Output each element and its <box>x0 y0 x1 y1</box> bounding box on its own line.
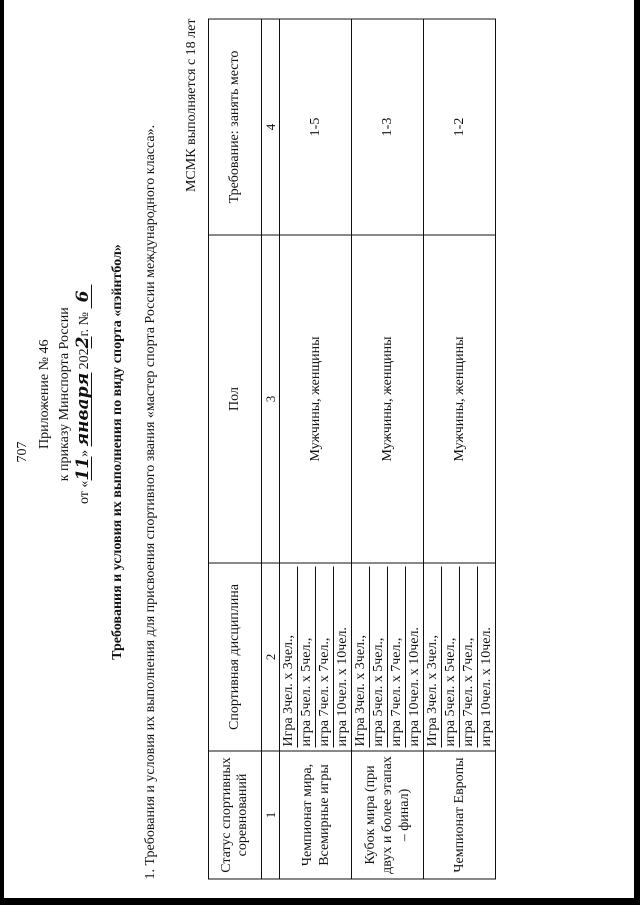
table-header-row <box>209 19 262 879</box>
appendix-date-line <box>75 285 95 505</box>
intro-paragraph: 1. Требования и условия их выполнения для присвоения спортивного звания «мастер спорта России международного класса». <box>143 124 158 880</box>
row-place: 1-3 <box>352 19 424 235</box>
discipline-item: игра 5чел. х 5чел., <box>442 567 460 748</box>
requirements-table <box>208 19 496 880</box>
row-gender: Мужчины, женщины <box>424 235 496 563</box>
discipline-item: игра 7чел. х 7чел., <box>460 567 478 748</box>
rotated-page <box>5 5 635 900</box>
appendix-order-ref: к приказу Минспорта России <box>57 307 72 482</box>
appendix-header <box>35 285 95 505</box>
date-month: января <box>73 372 93 447</box>
row-gender: Мужчины, женщины <box>280 235 352 563</box>
header-discipline: Спортивная дисциплина <box>209 563 262 751</box>
discipline-item: Игра 3чел. х 3чел., <box>424 567 442 748</box>
header-status: Статус спортивных соревнований <box>209 751 262 879</box>
col-number-3: 3 <box>262 235 280 563</box>
header-place: Требование: занять место <box>209 19 262 235</box>
discipline-item: игра 10чел. х 10чел. <box>479 627 494 747</box>
discipline-item: игра 7чел. х 7чел., <box>388 567 406 748</box>
date-day: 11 <box>73 456 93 481</box>
row-status: Кубок мира (при двух и более этапах – финал) <box>352 751 424 879</box>
col-number-4: 4 <box>262 19 280 235</box>
row-disciplines <box>352 563 424 751</box>
table-row <box>352 19 424 879</box>
date-year-prefix: 202 <box>77 348 92 370</box>
row-disciplines <box>424 563 496 751</box>
page-number: 707 <box>15 441 30 463</box>
order-number: 6 <box>75 285 92 309</box>
row-gender: Мужчины, женщины <box>352 235 424 563</box>
col-number-2: 2 <box>262 563 280 751</box>
date-prefix: от « <box>77 480 92 505</box>
order-no-label: г. № <box>77 312 92 337</box>
date-year-suffix: 2 <box>73 336 93 349</box>
appendix-title: Приложение № 46 <box>37 339 52 450</box>
discipline-item: Игра 3чел. х 3чел., <box>352 567 370 748</box>
discipline-item: игра 10чел. х 10чел. <box>407 627 422 747</box>
age-note: МСМК выполняется с 18 лет <box>184 18 199 193</box>
row-place: 1-5 <box>280 19 352 235</box>
discipline-item: игра 5чел. х 5чел., <box>370 567 388 748</box>
row-status: Чемпионат Европы <box>424 751 496 879</box>
document-title: Требования и условия их выполнения по виду спорта «пэйнтбол» <box>110 244 125 660</box>
discipline-item: Игра 3чел. х 3чел., <box>280 567 298 748</box>
scan-edge-left <box>0 0 4 905</box>
table-row <box>424 19 496 879</box>
row-place: 1-2 <box>424 19 496 235</box>
table-row <box>280 19 352 879</box>
date-quote: » <box>77 449 92 457</box>
table-number-row <box>262 19 280 879</box>
row-status: Чемпионат мира, Всемирные игры <box>280 751 352 879</box>
header-gender: Пол <box>209 235 262 563</box>
discipline-item: игра 10чел. х 10чел. <box>335 627 350 747</box>
discipline-item: игра 5чел. х 5чел., <box>298 567 316 748</box>
col-number-1: 1 <box>262 751 280 879</box>
row-disciplines <box>280 563 352 751</box>
discipline-item: игра 7чел. х 7чел., <box>316 567 334 748</box>
